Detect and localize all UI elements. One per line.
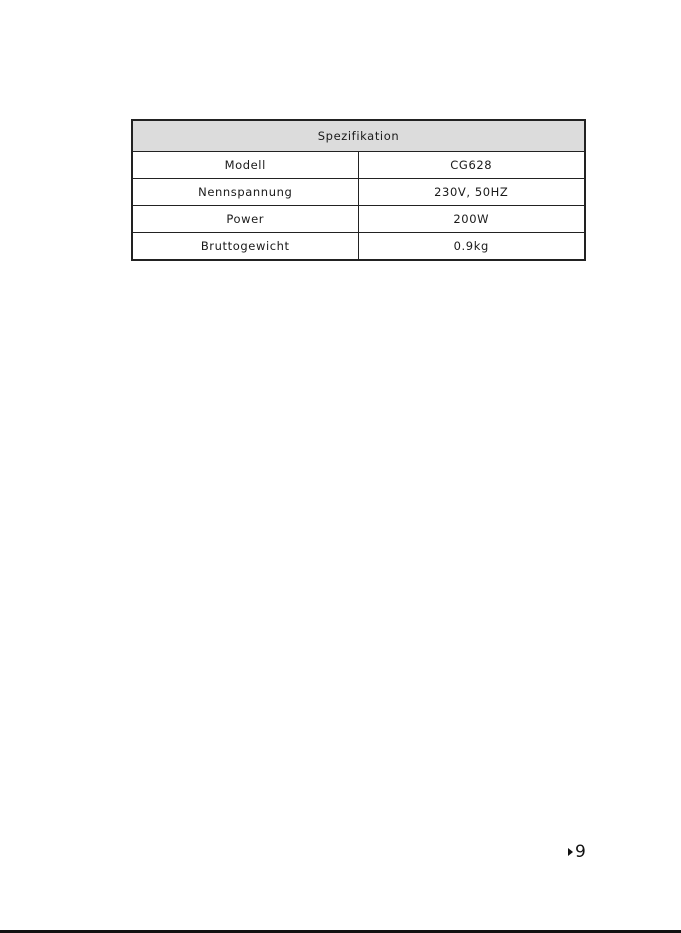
spec-row-voltage: [132, 179, 585, 206]
spec-label: Bruttogewicht: [132, 233, 358, 261]
triangle-right-icon: [568, 848, 573, 856]
spec-header: Spezifikation: [132, 120, 585, 152]
spec-header-row: [132, 120, 585, 152]
spec-value: CG628: [358, 152, 585, 179]
page-number: [568, 842, 586, 862]
spec-row-weight: [132, 233, 585, 261]
spec-row-power: [132, 206, 585, 233]
spec-label: Nennspannung: [132, 179, 358, 206]
specification-table: [131, 119, 586, 261]
spec-label: Power: [132, 206, 358, 233]
spec-label: Modell: [132, 152, 358, 179]
spec-row-model: [132, 152, 585, 179]
spec-value: 0.9kg: [358, 233, 585, 261]
spec-value: 200W: [358, 206, 585, 233]
page-number-text: 9: [575, 842, 586, 862]
spec-value: 230V, 50HZ: [358, 179, 585, 206]
